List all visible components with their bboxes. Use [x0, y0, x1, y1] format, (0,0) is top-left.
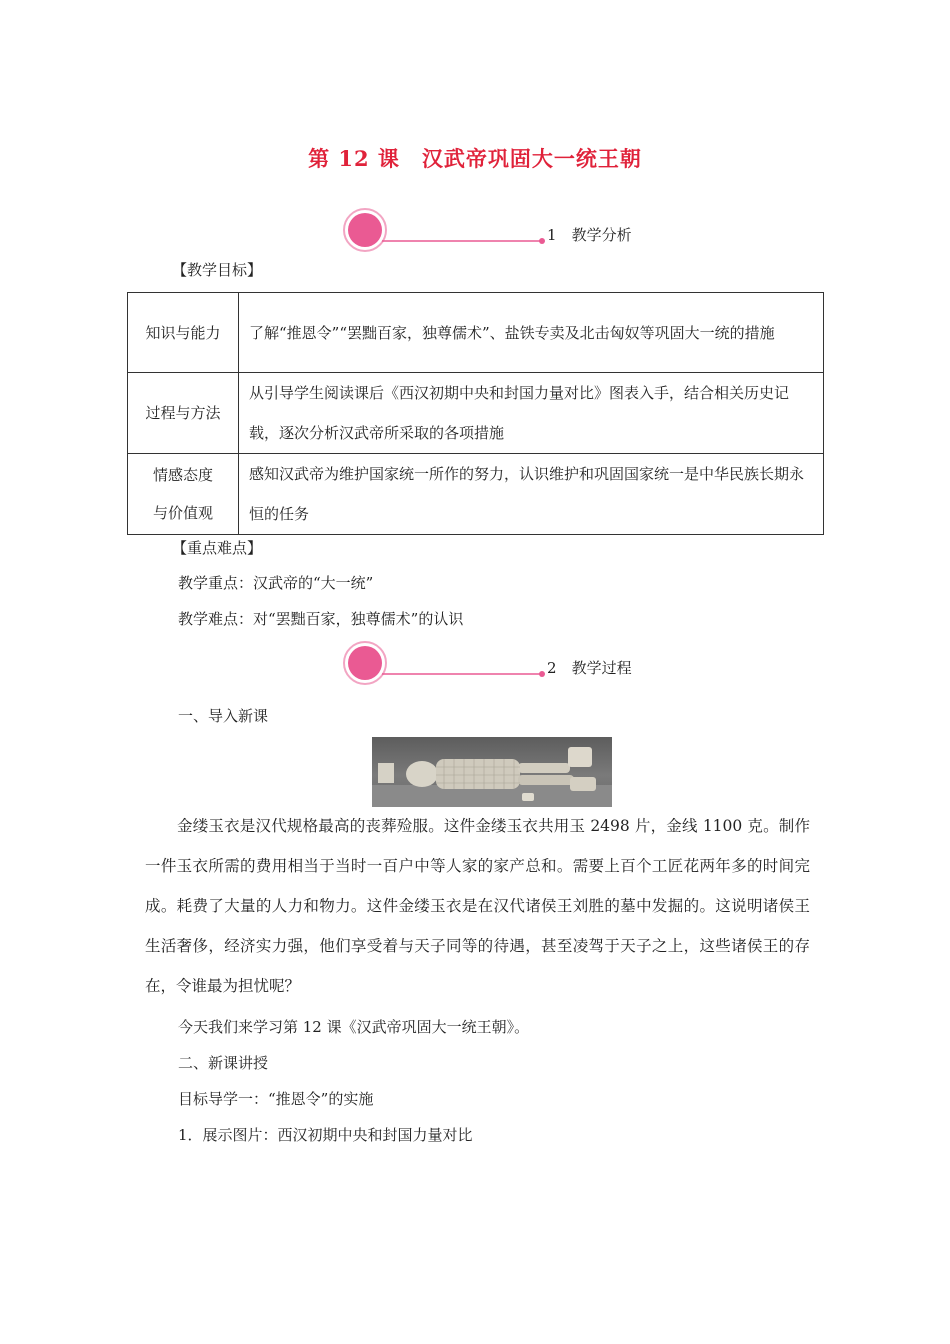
- category-cell: 知识与能力: [128, 293, 239, 373]
- section-badge-icon: [342, 207, 552, 255]
- section-label-analysis: 1 教学分析: [547, 226, 632, 244]
- goal-one: 目标导学一：“推恩令”的实施: [178, 1090, 374, 1108]
- category-cell: [128, 454, 239, 535]
- table-row: [128, 373, 824, 454]
- category-line: 情感态度: [152, 466, 213, 484]
- lesson-title: 第 12 课 汉武帝巩固大一统王朝: [308, 146, 642, 171]
- description-cell: 从引导学生阅读课后《西汉初期中央和封国力量对比》图表入手，结合相关历史记载，逐次分析汉武帝所采取的各项措施: [239, 373, 824, 454]
- section-header-process: [342, 640, 662, 690]
- jade-suit-image: [372, 737, 612, 807]
- section-badge-icon: [342, 640, 552, 688]
- intro-paragraph: 金缕玉衣是汉代规格最高的丧葬殓服。这件金缕玉衣共用玉 2498 片，金线 1100 克。制作一件玉衣所需的费用相当于当时一百户中等人家的家产总和。需要上百个工匠花两年多的时间完成。耗费了大量的人力和物力。这件金缕玉衣是在汉代诸侯王刘胜的墓中发掘的。这说明诸侯王生活奢侈，经济实力强，他们享受着与天子同等的待遇，甚至凌驾于天子之上，这些诸侯王的存在，令谁最为担忧呢？: [145, 817, 810, 995]
- category-line: 与价值观: [152, 504, 213, 522]
- teaching-difficulty: 教学难点：对“罢黜百家，独尊儒术”的认识: [178, 610, 464, 628]
- description-cell: 了解“推恩令”“罢黜百家，独尊儒术”、盐铁专卖及北击匈奴等巩固大一统的措施: [239, 293, 824, 373]
- item-one: 1．展示图片：西汉初期中央和封国力量对比: [178, 1126, 473, 1144]
- teaching-focus: 教学重点：汉武帝的“大一统”: [178, 574, 374, 592]
- jade-burial-suit-photo: [372, 737, 612, 807]
- intro-heading: 一、导入新课: [178, 707, 269, 725]
- keypoints-heading: 【重点难点】: [172, 539, 263, 557]
- table-row: [128, 293, 824, 373]
- table-row: [128, 454, 824, 535]
- objectives-heading: 【教学目标】: [172, 261, 263, 279]
- new-lesson-heading: 二、新课讲授: [178, 1054, 269, 1072]
- today-lesson: 今天我们来学习第 12 课《汉武帝巩固大一统王朝》。: [178, 1018, 530, 1036]
- category-cell: 过程与方法: [128, 373, 239, 454]
- section-header-analysis: [342, 207, 662, 257]
- description-cell: 感知汉武帝为维护国家统一所作的努力，认识维护和巩固国家统一是中华民族长期永恒的任务: [239, 454, 824, 535]
- section-label-process: 2 教学过程: [547, 659, 632, 677]
- objectives-table: [127, 292, 824, 535]
